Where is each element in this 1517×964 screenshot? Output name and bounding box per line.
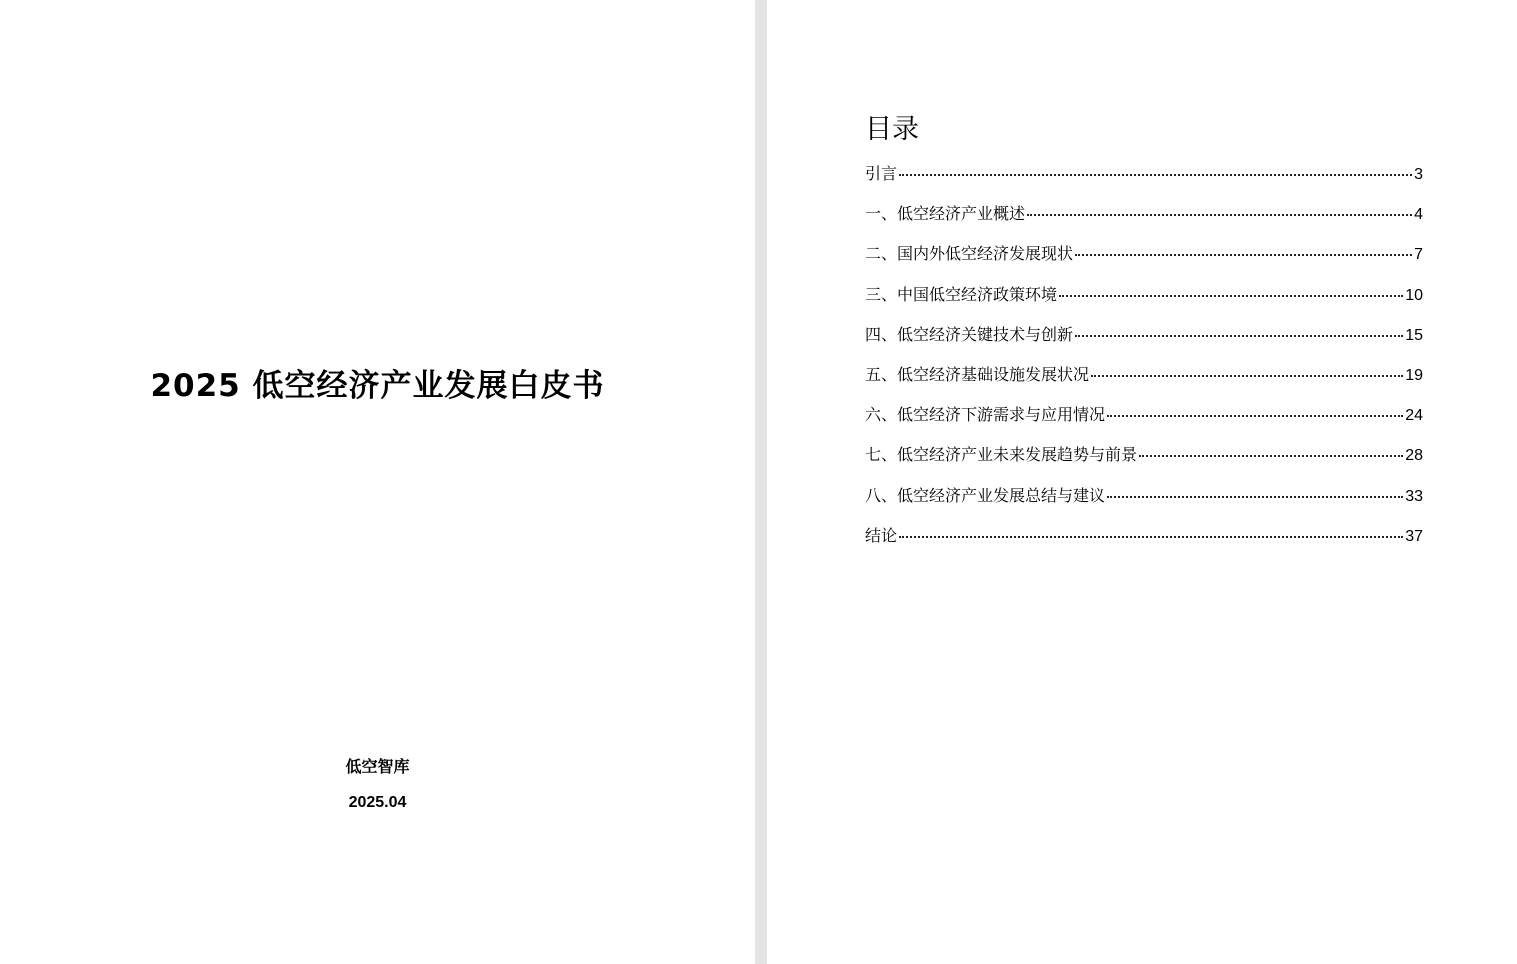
toc-list	[865, 160, 1423, 562]
toc-dot-leader	[1107, 496, 1403, 498]
toc-dot-leader	[1027, 214, 1412, 216]
toc-dot-leader	[1107, 415, 1403, 417]
toc-page-number: 37	[1405, 527, 1423, 545]
toc-entry-title: 四、低空经济关键技术与创新	[865, 324, 1074, 344]
toc-entry[interactable]	[865, 321, 1423, 361]
toc-dot-leader	[1059, 295, 1403, 297]
toc-entry-title: 八、低空经济产业发展总结与建议	[865, 485, 1106, 505]
toc-entry-title: 三、中国低空经济政策环境	[865, 284, 1058, 304]
toc-page	[767, 0, 1517, 964]
toc-dot-leader	[899, 536, 1403, 538]
toc-entry[interactable]	[865, 401, 1423, 441]
toc-page-number: 7	[1414, 246, 1423, 264]
toc-page-number: 28	[1405, 447, 1423, 465]
toc-dot-leader	[1091, 375, 1403, 377]
toc-page-number: 4	[1414, 206, 1423, 224]
toc-entry-title: 七、低空经济产业未来发展趋势与前景	[865, 445, 1138, 465]
cover-organization: 低空智库	[345, 757, 410, 776]
toc-entry[interactable]	[865, 240, 1423, 280]
toc-entry[interactable]	[865, 441, 1423, 481]
cover-date: 2025.04	[348, 794, 407, 811]
toc-page-number: 24	[1405, 407, 1423, 425]
toc-entry-title: 引言	[865, 164, 898, 183]
toc-entry[interactable]	[865, 361, 1423, 401]
toc-entry[interactable]	[865, 482, 1423, 522]
toc-dot-leader	[899, 174, 1412, 176]
toc-page-number: 33	[1405, 487, 1423, 505]
cover-title: 2025 低空经济产业发展白皮书	[150, 368, 605, 404]
toc-entry-title: 一、低空经济产业概述	[865, 204, 1026, 224]
toc-page-number: 3	[1414, 166, 1423, 183]
toc-entry[interactable]	[865, 522, 1423, 562]
toc-entry[interactable]	[865, 160, 1423, 200]
toc-entry[interactable]	[865, 200, 1423, 240]
toc-page-number: 19	[1405, 366, 1423, 384]
toc-entry[interactable]	[865, 281, 1423, 321]
toc-entry-title: 结论	[865, 525, 898, 545]
page-gutter	[755, 0, 767, 964]
toc-heading: 目录	[865, 114, 919, 145]
toc-dot-leader	[1139, 455, 1403, 457]
cover-page	[0, 0, 755, 964]
toc-dot-leader	[1075, 335, 1403, 337]
toc-page-number: 10	[1405, 286, 1423, 304]
toc-dot-leader	[1075, 254, 1412, 256]
toc-entry-title: 五、低空经济基础设施发展状况	[865, 364, 1090, 384]
toc-page-number: 15	[1405, 326, 1423, 344]
toc-entry-title: 六、低空经济下游需求与应用情况	[865, 405, 1106, 425]
toc-entry-title: 二、国内外低空经济发展现状	[865, 244, 1074, 264]
